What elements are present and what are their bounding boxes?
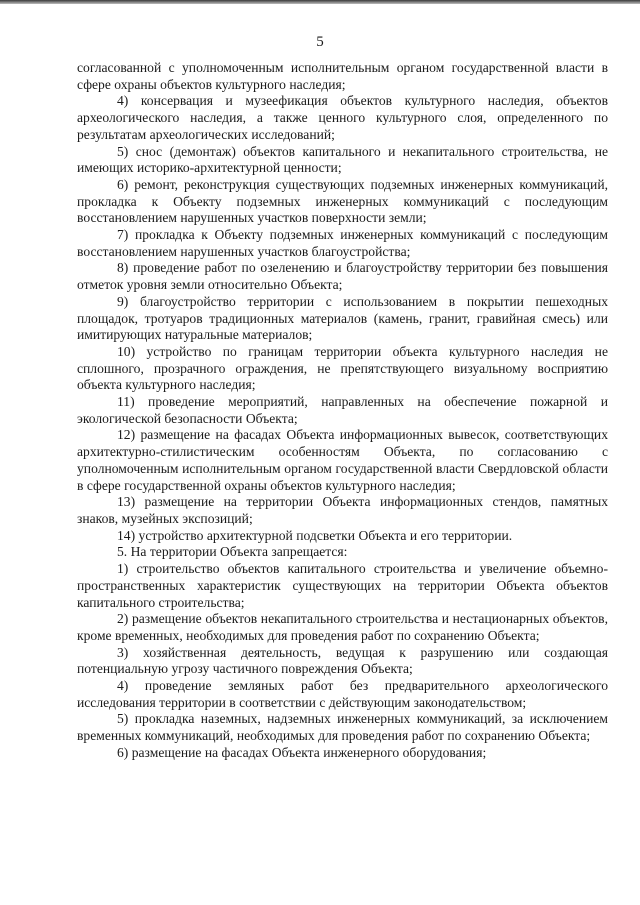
paragraph-item-11: 11) проведение мероприятий, направленных на обеспечение пожарной и экологической безопасности Объекта; [77, 394, 608, 426]
page-number: 5 [316, 34, 324, 50]
paragraph-item-9: 9) благоустройство территории с использованием в покрытии пешеходных площадок, тротуаров традиционных материалов (камень, гранит, гравийная смесь) или имитирующих натуральные материалов; [77, 293, 608, 343]
paragraph-item-7: 7) прокладка к Объекту подземных инженерных коммуникаций с последующим восстановлением нарушенных участков благоустройства; [77, 227, 608, 259]
paragraph-item-4: 4) консервация и музеефикация объектов культурного наследия, объектов археологического наследия, а также ценного культурного слоя, определенного по результатам археологических исследований; [77, 93, 608, 142]
paragraph-item-6: 6) ремонт, реконструкция существующих подземных инженерных коммуникаций, прокладка к Объекту подземных инженерных коммуникаций с последующим восстановлением нарушенных участков поверхности земли; [77, 176, 608, 226]
prohibition-item-3: 3) хозяйственная деятельность, ведущая к разрушению или создающая потенциальную угрозу частичного повреждения Объекта; [77, 644, 608, 677]
paragraph-item-13: 13) размещение на территории Объекта информационных стендов, памятных знаков, музейных экспозиций; [77, 494, 608, 526]
paragraph-item-14: 14) устройство архитектурной подсветки Объекта и его территории. [117, 527, 513, 543]
prohibition-item-1: 1) строительство объектов капитального строительства и увеличение объемно-пространственных характеристик существующих на территории Объекта объектов капитального строительства; [77, 561, 608, 610]
document-body [77, 60, 608, 762]
scan-top-edge [0, 0, 640, 4]
paragraph-item-12: 12) размещение на фасадах Объекта информационных вывесок, соответствующих архитектурно-стилистическим особенностям Объекта, по согласованию с уполномоченным исполнительным органом государственной власти Свердловской области в сфере государственной охраны объектов культурного наследия; [77, 427, 608, 493]
paragraph-continuation: согласованной с уполномоченным исполнительным органом государственной власти в сфере охраны объектов культурного наследия; [77, 60, 608, 92]
paragraph-item-10: 10) устройство по границам территории объекта культурного наследия не сплошного, прозрачного ограждения, не препятствующего визуальному восприятию объекта культурного наследия; [77, 343, 608, 393]
paragraph-item-8: 8) проведение работ по озеленению и благоустройству территории без повышения отметок уровня земли относительно Объекта; [77, 260, 608, 293]
section-heading-5: 5. На территории Объекта запрещается: [117, 544, 348, 560]
prohibition-item-2: 2) размещение объектов некапитального строительства и нестационарных объектов, кроме временных, необходимых для проведения работ по сохранению Объекта; [77, 611, 608, 643]
prohibition-item-4: 4) проведение земляных работ без предварительного археологического исследования территории в соответствии с действующим законодательством; [77, 678, 608, 710]
paragraph-item-5: 5) снос (демонтаж) объектов капитального и некапитального строительства, не имеющих историко-архитектурной ценности; [77, 143, 608, 176]
prohibition-item-6: 6) размещение на фасадах Объекта инженерного оборудования; [117, 744, 487, 760]
prohibition-item-5: 5) прокладка наземных, надземных инженерных коммуникаций, за исключением временных коммуникаций, необходимых для проведения работ по сохранению Объекта; [77, 711, 608, 744]
